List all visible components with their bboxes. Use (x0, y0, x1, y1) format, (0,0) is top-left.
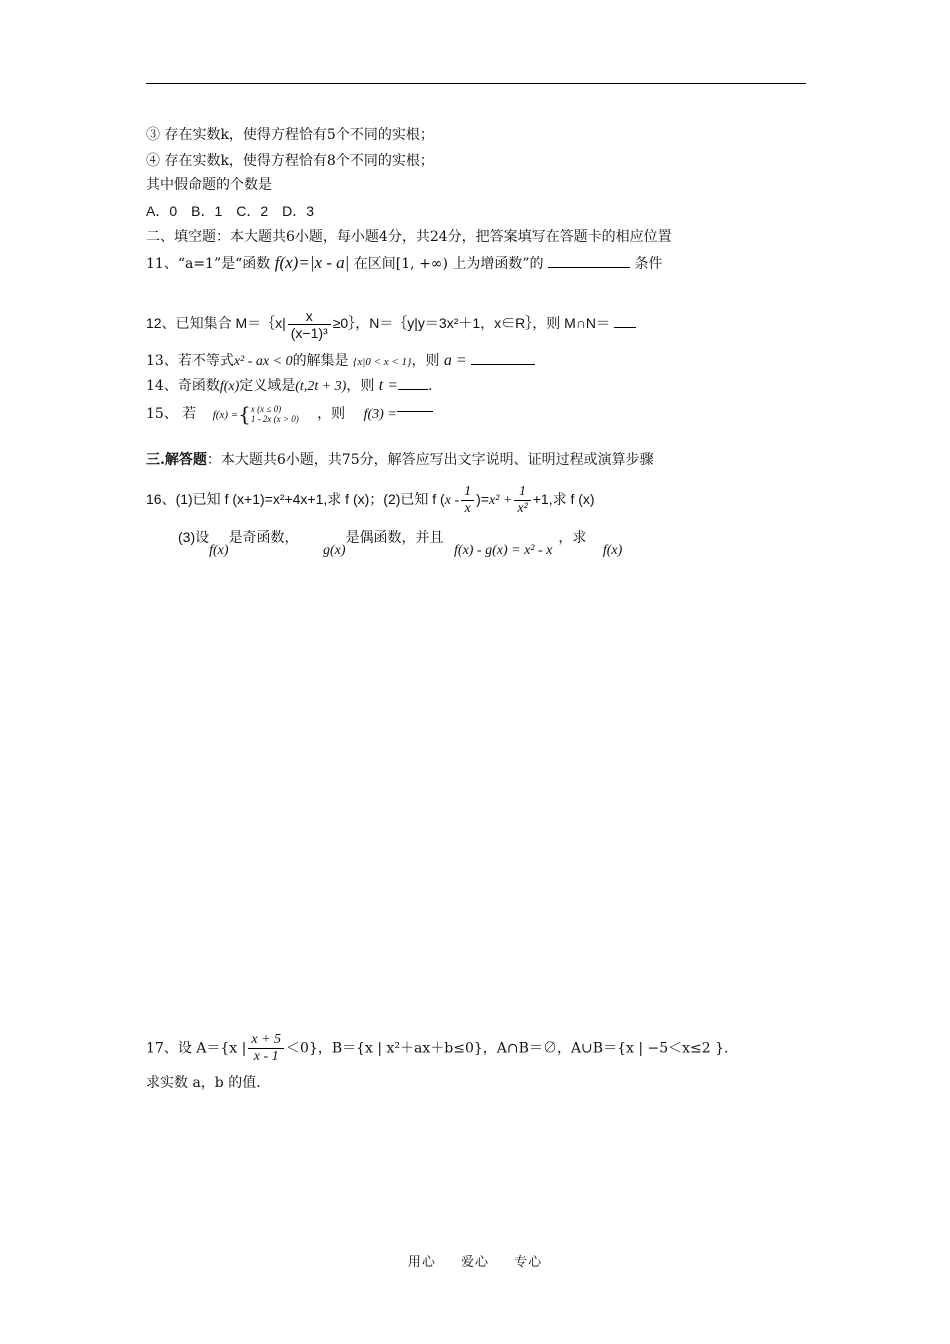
q11-interval: 在区间[1, +∞) 上为增函数”的 (353, 256, 544, 272)
question-16-line1 (146, 484, 595, 517)
q17-fraction (248, 1032, 284, 1065)
q17-mid: ＜0}，B＝{x | x²＋ax＋b≤0}，A∩B＝∅，A∪B＝{x | −5＜x≤2 }. (286, 1040, 729, 1057)
q14-domain: (t,2t + 3) (295, 379, 347, 394)
q15-suffix: ，则 (317, 406, 346, 422)
q15-ask: f(3) = (363, 407, 397, 422)
q13-set: {x|0 < x < 1} (353, 356, 412, 368)
question-17-line1 (146, 1032, 728, 1065)
q12-blank[interactable] (614, 327, 636, 328)
q16-expr-c: x² + (488, 493, 513, 509)
q15-blank[interactable] (397, 411, 433, 412)
q16-part3c: 是偶函数，并且 (345, 530, 444, 546)
q15-case1: x (x ≤ 0) (250, 404, 282, 414)
q13-suffix: ，则 (411, 353, 440, 369)
q14-mid: 定义域是 (239, 378, 296, 394)
q13-prefix: 13、若不等式 (146, 353, 234, 369)
q11-blank[interactable] (548, 267, 630, 268)
section2-heading: 二、填空题：本大题共6小题，每小题4分，共24分，把答案填写在答题卡的相应位置 (146, 229, 672, 245)
question-11 (146, 254, 662, 273)
q12-fraction (288, 308, 331, 341)
q16-expr-b: )= (476, 491, 489, 508)
q14-end: . (428, 378, 433, 394)
question-13 (146, 352, 535, 371)
q12-num: x (288, 308, 331, 325)
q15-cases (251, 404, 299, 424)
q17-num: x + 5 (248, 1032, 284, 1049)
q13-blank[interactable] (471, 364, 535, 365)
q16-part3b: 是奇函数， (228, 530, 299, 546)
q16-fx2: f(x) (602, 543, 623, 558)
q13-mid: 的解集是 (292, 353, 349, 369)
q16-part3a: (3)设 (178, 529, 210, 545)
q13-inequality: x² - ax < 0 (233, 354, 293, 369)
section3-heading-rest: ：本大题共6小题，共75分，解答应写出文字说明、证明过程或演算步骤 (206, 452, 654, 468)
question-15 (146, 404, 433, 424)
q14-suffix: ，则 (346, 378, 375, 394)
q16-equation: f(x) - g(x) = x² - x (454, 543, 553, 558)
question-17-line2: 求实数 a，b 的值. (146, 1075, 261, 1091)
page-footer (0, 1251, 950, 1270)
q16-expr-a: x - (444, 493, 460, 509)
item-4: ④ 存在实数k，使得方程恰有8个不同的实根； (146, 153, 434, 169)
question-16-line2 (178, 528, 622, 560)
q14-prefix: 14、奇函数 (146, 378, 220, 394)
q16-gx: g(x) (323, 543, 346, 558)
footer-text-2: 爱心 (460, 1255, 489, 1270)
q13-var: a = (443, 352, 467, 369)
q15-fx: f(x) = (212, 409, 239, 421)
q15-prefix: 15、 若 (146, 406, 197, 422)
q16-frac2-den: x² (517, 501, 528, 516)
q11-suffix: 条件 (634, 256, 663, 272)
section3-heading (146, 451, 654, 469)
q14-blank[interactable] (398, 389, 428, 390)
q11-prefix: 11、“a=1”是“函数 (146, 256, 271, 272)
q16-part3d: ，求 (558, 530, 587, 546)
q16-frac1-num: 1 (461, 484, 474, 501)
answer-options: A．0 B．1 C．2 D．3 (146, 203, 315, 219)
q17-prefix: 17、设 A＝{x | (146, 1040, 247, 1057)
q15-case2: 1 - 2x (x > 0) (250, 414, 299, 424)
q14-var: t = (378, 377, 399, 394)
q11-abs: =|x - a| (298, 253, 350, 272)
q16-frac1-den: x (464, 501, 471, 516)
q12-den: (x−1)³ (290, 325, 328, 341)
q16-part1: 16、(1)已知 f (x+1)=x²+4x+1,求 f (x)；(2)已知 f ( (146, 491, 445, 508)
q16-expr-d: +1,求 f (x) (532, 491, 595, 508)
q16-frac1 (461, 484, 474, 517)
question-text: 其中假命题的个数是 (146, 177, 272, 193)
q12-prefix: 12、已知集合 M＝｛x| (146, 315, 286, 332)
q16-frac2 (514, 484, 530, 517)
header-rule (146, 83, 806, 84)
q17-den: x - 1 (253, 1049, 279, 1064)
question-14 (146, 377, 432, 396)
q12-cond: ≥0｝，N＝｛y|y＝3x²＋1，x∈R｝，则 M∩N＝ (332, 315, 611, 332)
q16-fx: f(x) (209, 543, 229, 558)
section3-heading-bold: 三.解答题 (146, 452, 207, 468)
q14-fx: f(x) (219, 379, 240, 394)
question-12 (146, 308, 636, 341)
q16-frac2-num: 1 (514, 484, 530, 501)
footer-text-1: 用心 (407, 1255, 436, 1270)
q15-brace: { (238, 402, 251, 426)
item-3: ③ 存在实数k，使得方程恰有5个不同的实根； (146, 127, 434, 143)
footer-text-3: 专心 (514, 1255, 543, 1270)
q11-fx: f(x) (274, 253, 299, 272)
